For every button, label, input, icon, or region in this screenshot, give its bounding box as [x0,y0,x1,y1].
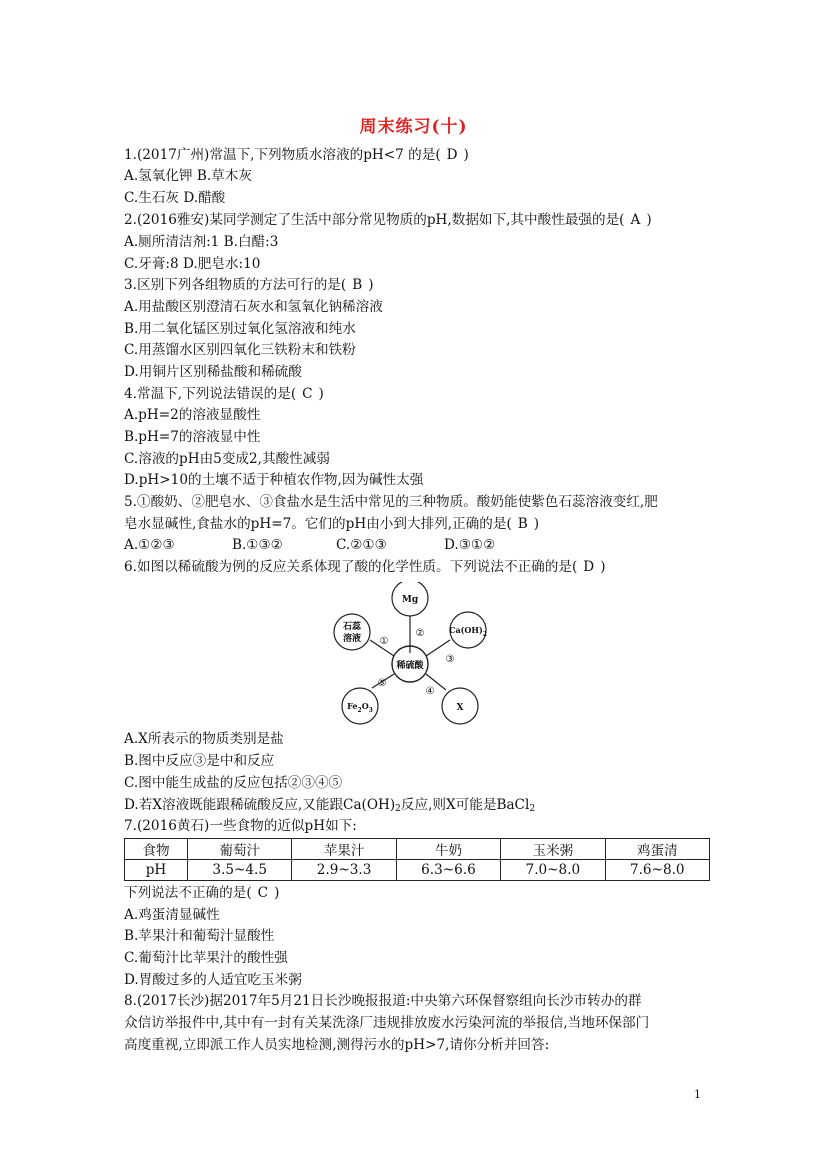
q5-opt-b: B.①③② [232,537,283,553]
q8-line-3: 高度重视,立即派工作人员实地检测,测得污水的pH>7,请你分析并回答: [124,1037,550,1053]
ph-table [124,838,710,881]
q6-opt-d-sub: 2 [395,804,401,814]
q6-opt-d-sub2: 2 [529,804,536,814]
q6-opt-d [124,796,535,818]
table-cell: 7.0~8.0 [501,860,605,881]
q2-close: ) [646,212,652,228]
q3-opt-a: A.用盐酸区别澄清石灰水和氢氧化钠稀溶液 [124,299,383,315]
q3-stem [124,276,374,294]
q6-opt-c: C.图中能生成盐的反应包括②③④⑤ [124,775,343,791]
q4-opt-c: C.溶液的pH由5变成2,其酸性减弱 [124,451,330,467]
q6-opt-d-text: D.若X溶液既能跟稀硫酸反应,又能跟Ca(OH) [124,797,396,813]
q2-stem-text: 2.(2016雅安)某同学测定了生活中部分常见物质的pH,数据如下,其中酸性最强的是( [124,212,625,228]
q4-opt-b: B.pH=7的溶液显中性 [124,429,261,445]
q7-stem: 7.(2016黄石)一些食物的近似pH如下: [124,818,357,834]
q5-stem-text: 皂水显碱性,食盐水的pH=7。它们的pH由小到大排列,正确的是( [124,516,512,532]
q3-opt-d: D.用铜片区别稀盐酸和稀硫酸 [124,364,302,380]
q5-stem-line2 [124,515,539,533]
q5-answer: B [517,516,528,532]
q1-opt-cd: C.生石灰 D.醋酸 [124,190,226,206]
q3-close: ) [368,277,374,293]
q7-opt-d: D.胃酸过多的人适宜吃玉米粥 [124,972,302,988]
q1-opt-ab: A.氢氧化钾 B.草木灰 [124,168,252,184]
q6-close: ) [600,559,606,575]
q6-opt-a: A.X所表示的物质类别是盐 [124,731,284,747]
q4-answer: C [302,386,313,402]
caoh-label [449,625,487,638]
table-cell: 2.9~3.3 [292,860,396,881]
q1-stem-text: 1.(2017广州)常温下,下列物质水溶液的pH<7 的是( [124,147,441,163]
q7-sub-stem [124,884,279,902]
q2-opt-cd: C.牙膏:8 D.肥皂水:10 [124,256,261,272]
table-row [125,860,710,881]
q4-stem [124,385,324,403]
table-header-row [125,839,710,860]
num-5: ⑤ [377,678,387,689]
litmus-label-1: 石蕊 [342,622,362,632]
q4-close: ) [318,386,324,402]
q7-answer: C [257,885,269,901]
q7-opt-b: B.苹果汁和葡萄汁显酸性 [124,928,275,944]
q6-opt-b: B.图中反应③是中和反应 [124,753,275,769]
table-header-cell: 苹果汁 [292,839,396,860]
q4-opt-d: D.pH>10的土壤不适于种植农作物,因为碱性太强 [124,472,424,488]
q2-stem [124,211,652,229]
x-label: X [456,703,464,713]
q8-line-1: 8.(2017长沙)据2017年5月21日长沙晚报报道:中央第六环保督察组向长沙市转办的群 [124,993,642,1009]
table-header-cell: 牛奶 [396,839,500,860]
q7-opt-a: A.鸡蛋清显碱性 [124,907,220,923]
q1-answer: D [446,147,458,163]
q5-stem-line1: 5.①酸奶、②肥皂水、③食盐水是生活中常见的三种物质。酸奶能使紫色石蕊溶液变红,肥 [124,494,658,510]
fe-sub1: 2 [357,707,362,714]
reaction-diagram [326,582,496,730]
table-header-cell: 食物 [125,839,188,860]
q5-close: ) [533,516,540,532]
caoh-sub: 2 [482,631,487,638]
table-cell: 6.3~6.6 [396,860,500,881]
q3-stem-text: 3.区别下列各组物质的方法可行的是( [124,277,347,293]
table-cell: 3.5~4.5 [188,860,292,881]
q7-sub-text: 下列说法不正确的是( [124,885,252,901]
node-litmus [334,614,370,650]
mg-label: Mg [401,595,419,605]
q1-close: ) [463,147,469,163]
q6-opt-d-rest: 反应,则X可能是BaCl [400,797,530,813]
num-4: ④ [425,686,435,697]
q3-answer: B [352,277,363,293]
page-title: 周末练习(十) [359,117,468,137]
table-cell: 7.6~8.0 [605,860,709,881]
q8-line-2: 众信访举报件中,其中有一封有关某洗涤厂违规排放废水污染河流的举报信,当地环保部门 [124,1015,650,1031]
litmus-label-2: 溶液 [342,634,362,644]
q3-opt-b: B.用二氧化锰区别过氧化氢溶液和纯水 [124,321,356,337]
q7-opt-c: C.葡萄汁比苹果汁的酸性强 [124,950,288,966]
table-header-cell: 葡萄汁 [188,839,292,860]
q7-close: ) [274,885,280,901]
q4-stem-text: 4.常温下,下列说法错误的是( [124,386,297,402]
q6-answer: D [583,559,595,575]
q2-opt-ab: A.厕所清洁剂:1 B.白醋:3 [124,234,279,250]
q1-stem [124,146,469,164]
q6-stem [124,558,606,576]
fe-o: O [361,701,369,711]
page-number: 1 [694,1088,701,1101]
q3-opt-c: C.用蒸馏水区别四氧化三铁粉末和铁粉 [124,342,356,358]
num-1: ① [379,636,389,647]
table-header-cell: 玉米粥 [501,839,605,860]
center-label: 稀硫酸 [396,661,424,671]
num-3: ③ [445,654,455,665]
table-cell: pH [125,860,188,881]
q2-answer: A [630,212,641,228]
table-header-cell: 鸡蛋清 [605,839,709,860]
q6-stem-text: 6.如图以稀硫酸为例的反应关系体现了酸的化学性质。下列说法不正确的是( [124,559,578,575]
q5-opt-a: A.①②③ [124,537,175,553]
num-2: ② [415,628,425,639]
fe-label [347,701,373,714]
caoh-text: Ca(OH) [449,625,483,635]
fe-text: Fe [347,701,358,711]
q5-opt-d: D.③①② [444,537,496,553]
fe-sub2: 3 [368,707,373,714]
q4-opt-a: A.pH=2的溶液显酸性 [124,407,261,423]
q5-opt-c: C.②①③ [336,537,387,553]
